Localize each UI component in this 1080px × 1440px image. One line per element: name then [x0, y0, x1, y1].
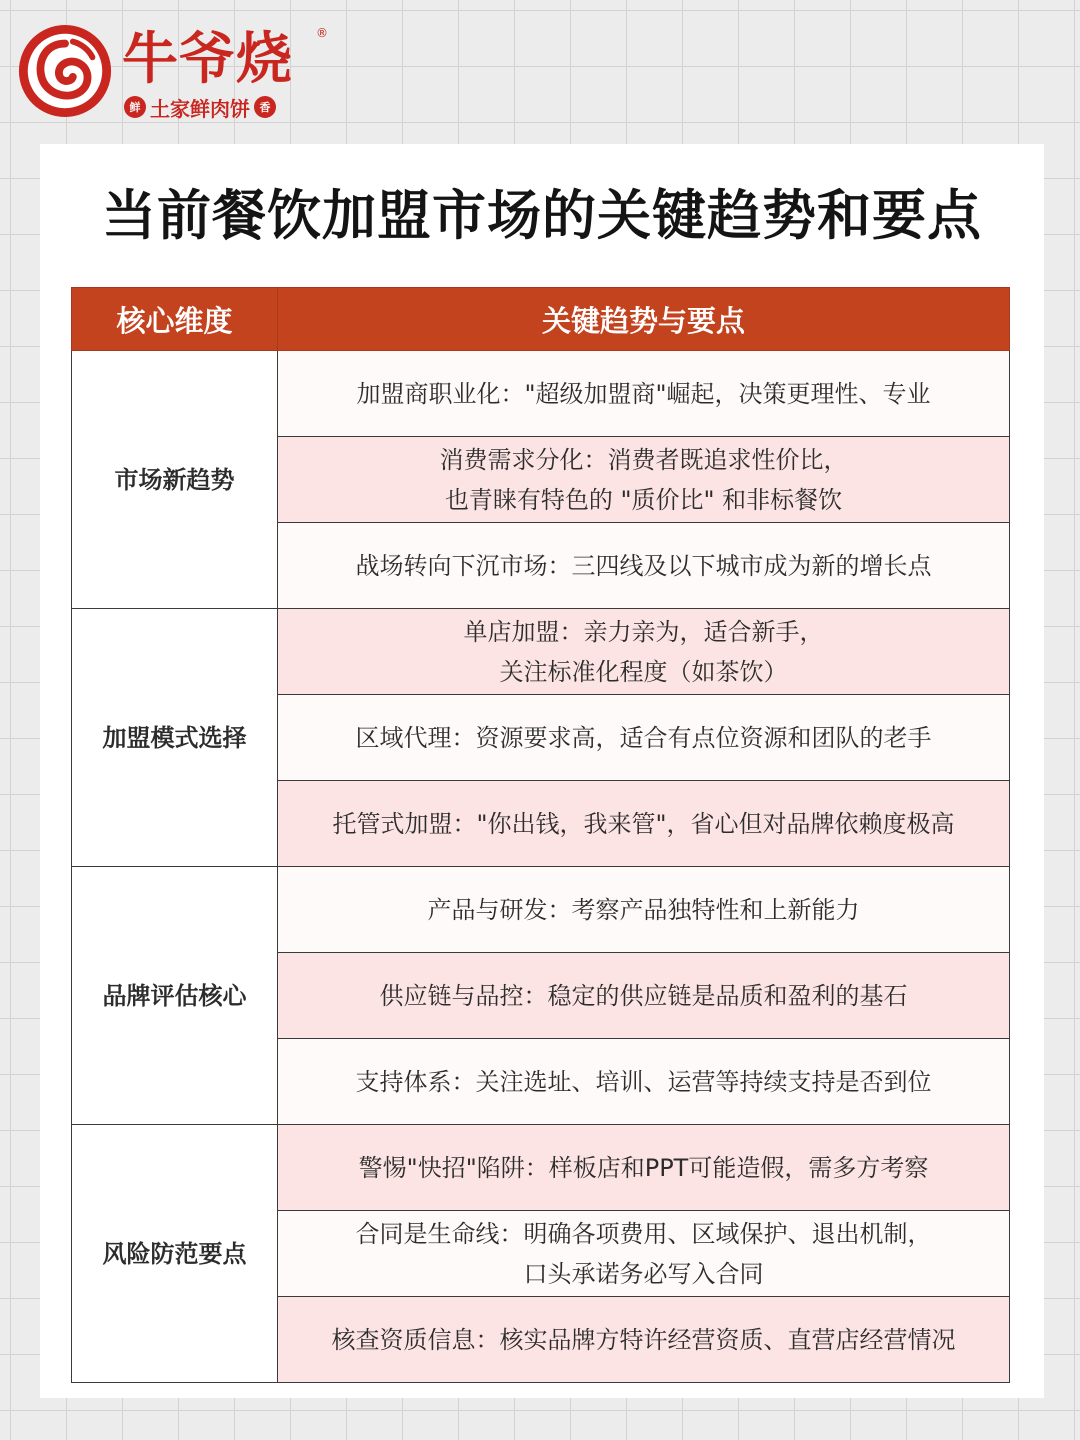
- point-text: 也青睐有特色的 "质价比" 和非标餐饮: [444, 485, 843, 514]
- point-text: 加盟商职业化："超级加盟商"崛起，决策更理性、专业: [356, 379, 931, 408]
- brand-slogan: [124, 94, 276, 120]
- point-cell: [278, 609, 1010, 695]
- table-row: [72, 1125, 1010, 1211]
- point-text: 单店加盟：亲力亲为，适合新手，: [463, 617, 824, 646]
- brand-logo: [16, 22, 336, 122]
- dimension-cell: 加盟模式选择: [72, 609, 278, 867]
- header-dimension: 核心维度: [72, 288, 278, 351]
- point-text: 战场转向下沉市场：三四线及以下城市成为新的增长点: [355, 551, 932, 580]
- point-text: 关注标准化程度（如茶饮）: [499, 657, 788, 686]
- dimension-cell: 品牌评估核心: [72, 867, 278, 1125]
- point-cell: [278, 1211, 1010, 1297]
- trends-table: [71, 287, 1010, 1383]
- brand-name: 牛爷烧: [122, 27, 293, 92]
- point-cell: [278, 437, 1010, 523]
- page-title: 当前餐饮加盟市场的关键趋势和要点: [102, 184, 982, 247]
- point-text: 区域代理：资源要求高，适合有点位资源和团队的老手: [355, 723, 932, 752]
- point-cell: [278, 1039, 1010, 1125]
- point-text: 核查资质信息：核实品牌方特许经营资质、直营店经营情况: [331, 1325, 956, 1354]
- point-cell: [278, 953, 1010, 1039]
- table-header-row: [72, 288, 1010, 351]
- point-text: 支持体系：关注选址、培训、运营等持续支持是否到位: [355, 1067, 932, 1096]
- dimension-cell: 风险防范要点: [72, 1125, 278, 1383]
- point-cell: [278, 351, 1010, 437]
- point-text: 消费需求分化：消费者既追求性价比，: [439, 445, 848, 474]
- header-points: 关键趋势与要点: [278, 288, 1010, 351]
- brand-swirl-icon: [16, 22, 114, 120]
- table-body: [72, 351, 1010, 1383]
- point-cell: [278, 867, 1010, 953]
- point-text: 口头承诺务必写入合同: [523, 1259, 764, 1288]
- slogan-badge-left: 鲜: [124, 96, 146, 118]
- registered-mark: ®: [316, 26, 328, 40]
- point-cell: [278, 695, 1010, 781]
- dimension-cell: 市场新趋势: [72, 351, 278, 609]
- point-cell: [278, 523, 1010, 609]
- point-cell: [278, 781, 1010, 867]
- point-text: 警惕"快招"陷阱：样板店和PPT可能造假，需多方考察: [358, 1153, 929, 1182]
- point-text: 托管式加盟："你出钱，我来管"，省心但对品牌依赖度极高: [332, 809, 955, 838]
- point-cell: [278, 1125, 1010, 1211]
- point-cell: [278, 1297, 1010, 1383]
- point-text: 合同是生命线：明确各项费用、区域保护、退出机制，: [355, 1219, 932, 1248]
- point-text: 供应链与品控：稳定的供应链是品质和盈利的基石: [379, 981, 908, 1010]
- content-card: [40, 144, 1044, 1398]
- point-text: 产品与研发：考察产品独特性和上新能力: [427, 895, 860, 924]
- table-row: [72, 867, 1010, 953]
- slogan-text: 土家鲜肉饼: [150, 96, 250, 121]
- table-row: [72, 609, 1010, 695]
- table-row: [72, 351, 1010, 437]
- slogan-badge-right: 香: [254, 96, 276, 118]
